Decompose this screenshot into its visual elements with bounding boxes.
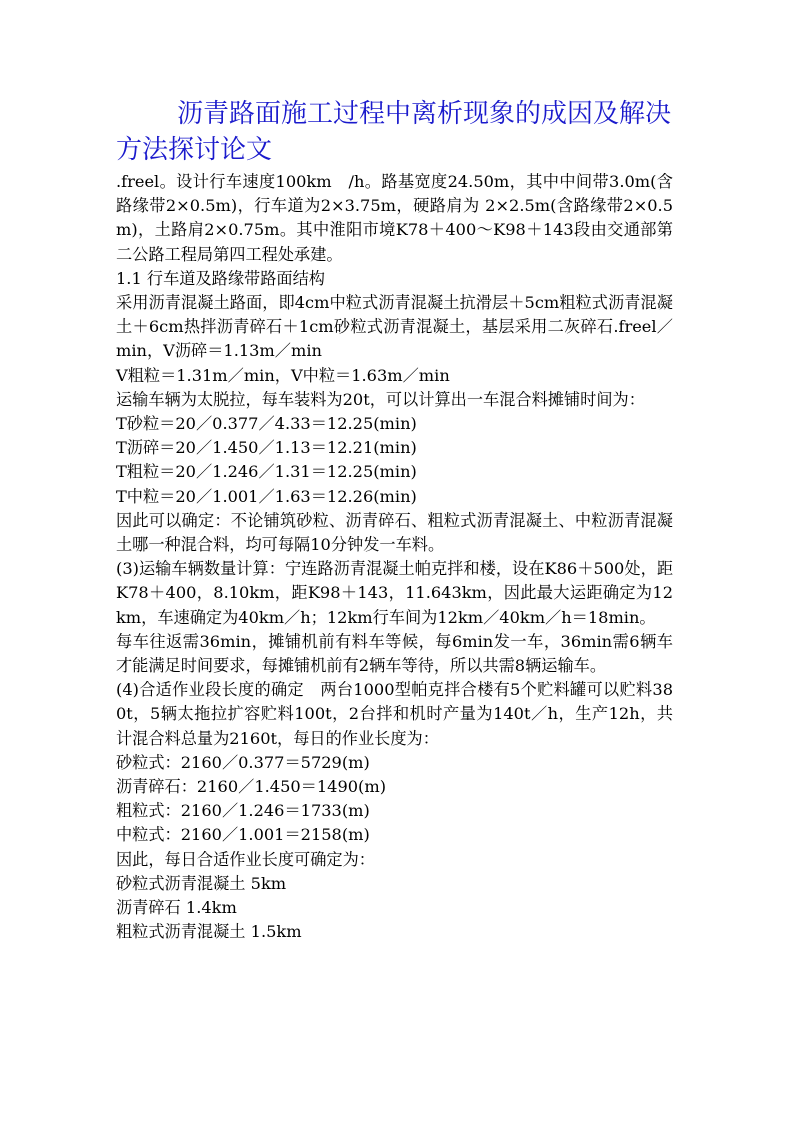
paragraph-13: (4)合适作业段长度的确定 两台1000型帕克拌合楼有5个贮料罐可以贮料380t，5辆太拖拉扩容贮料100t，2台拌和机时产量为140t／h，生产12h，共计混合料总量为2160t，每日的作业长度为：: [116, 680, 673, 748]
document-title: 沥青路面施工过程中离析现象的成因及解决方法探讨论文: [116, 99, 672, 165]
length-medium: 中粒式：2160／1.001＝2158(m): [116, 825, 370, 845]
formula-t-coarse: T粗粒＝20／1.246／1.31＝12.25(min): [116, 462, 417, 482]
result-coarse: 粗粒式沥青混凝土 1.5km: [116, 922, 302, 942]
formula-t-sand: T砂粒＝20／0.377／4.33＝12.25(min): [116, 414, 417, 434]
paragraph-18: 因此，每日合适作业长度可确定为：: [116, 849, 375, 869]
paragraph-5: 运输车辆为太脱拉，每车装料为20t，可以计算出一车混合料摊铺时间为：: [116, 389, 645, 409]
paragraph-10: 因此可以确定：不论铺筑砂粒、沥青碎石、粗粒式沥青混凝土、中粒沥青混凝土哪一种混合料，均可每隔10分钟发一车料。: [116, 510, 673, 555]
paragraph-11: (3)运输车辆数量计算：宁连路沥青混凝土帕克拌和楼，设在K86＋500处，距K78＋400，8.10km，距K98＋143，11.643km，因此最大运距确定为12km，车速确定为40km／h；12km行车间为12km／40km／h＝18min。: [116, 559, 673, 627]
document-body: [116, 170, 673, 945]
length-coarse: 粗粒式：2160／1.246＝1733(m): [116, 801, 370, 821]
length-asphalt-gravel: 沥青碎石：2160／1.450＝1490(m): [116, 777, 387, 797]
paragraph-3: 采用沥青混凝土路面，即4cm中粒式沥青混凝土抗滑层＋5cm粗粒式沥青混凝土＋6cm热拌沥青碎石＋1cm砂粒式沥青混凝土，基层采用二灰碎石.freel／min，V沥碎＝1.13m／min: [116, 293, 673, 361]
formula-t-asphalt-gravel: T沥碎＝20／1.450／1.13＝12.21(min): [116, 438, 417, 458]
paragraph-4: V粗粒＝1.31m／min，V中粒＝1.63m／min: [116, 365, 450, 385]
paragraph-1: .freel。设计行车速度100km /h。路基宽度24.50m，其中中间带3.0m(含路缘带2×0.5m)，行车道为2×3.75m，硬路肩为 2×2.5m(含路缘带2×0.5m)，土路肩2×0.75m。其中淮阳市境K78＋400～K98＋143段由交通部第二公路工程局第四工程处承建。: [116, 172, 673, 264]
result-asphalt-gravel: 沥青碎石 1.4km: [116, 898, 237, 918]
formula-t-medium: T中粒＝20／1.001／1.63＝12.26(min): [116, 486, 417, 506]
result-sand: 砂粒式沥青混凝土 5km: [116, 873, 287, 893]
length-sand: 砂粒式：2160／0.377＝5729(m): [116, 752, 370, 772]
paragraph-12: 每车往返需36min，摊铺机前有料车等候，每6min发一车，36min需6辆车才能满足时间要求，每摊铺机前有2辆车等待，所以共需8辆运输车。: [116, 631, 673, 676]
section-heading-1-1: 1.1 行车道及路缘带路面结构: [116, 268, 325, 288]
